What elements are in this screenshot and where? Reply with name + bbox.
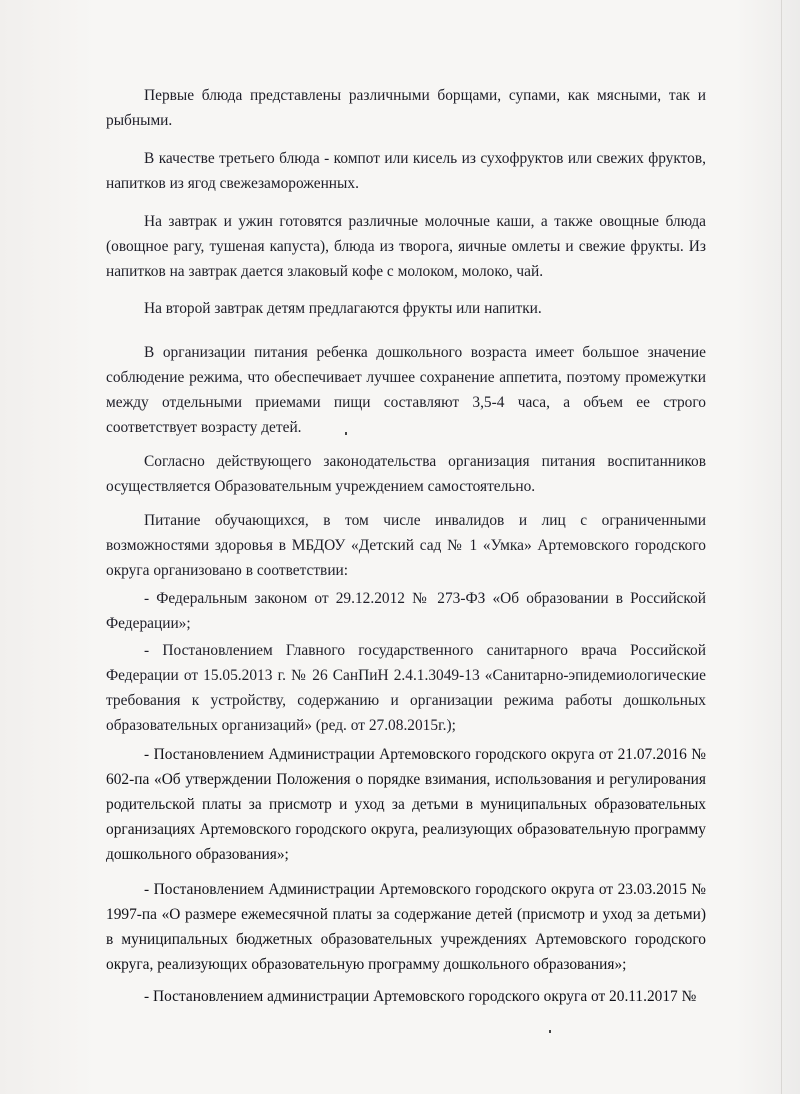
scan-speck [345, 432, 347, 435]
paragraph-first-courses: Первые блюда представлены различными борщами, супами, как мясными, так и рыбными. [106, 87, 706, 129]
list-item-resolution-1997: - Постановлением Администрации Артемовского городского округа от 23.03.2015 № 1997-па «О размере ежемесячной платы за содержание детей (присмотр и уход за детьми) в муниципальных бюджетных образовательных учреждениях Артемовского городского округа, реализующих образовательную программу дошкольного образования»; [106, 881, 706, 973]
paragraph-feeding-regime: В организации питания ребенка дошкольного возраста имеет большое значение соблюдение режима, что обеспечивает лучшее сохранение аппетита, поэтому промежутки между отдельными приемами пищи составляют 3,5-4 часа, а объем ее строго соответствует возрасту детей. [106, 344, 706, 436]
paragraph-second-breakfast: На второй завтрак детям предлагаются фрукты или напитки. [144, 300, 542, 317]
scan-speck [549, 1030, 551, 1033]
list-item-resolution-602: - Постановлением Администрации Артемовского городского округа от 21.07.2016 № 602-па «Об утверждении Положения о порядке взимания, использования и регулирования родительской платы за присмотр и уход за детьми в муниципальных образовательных организациях Артемовского городского округа, реализующих образовательную программу дошкольного образования»; [106, 746, 706, 863]
paragraph-breakfast-dinner: На завтрак и ужин готовятся различные молочные каши, а также овощные блюда (овощное рагу, тушеная капуста), блюда из творога, яичные омлеты и свежие фрукты. Из напитков на завтрак дается злаковый кофе с молоком, молоко, чай. [106, 213, 706, 280]
page-edge-line [781, 0, 782, 1094]
list-item-federal-law: - Федеральным законом от 29.12.2012 № 273-ФЗ «Об образовании в Российской Федерации»; [106, 590, 706, 632]
paragraph-nutrition-organization: Питание обучающихся, в том числе инвалидов и лиц с ограниченными возможностями здоровья в МБДОУ «Детский сад № 1 «Умка» Артемовского городского округа организовано в соответствии: [106, 512, 706, 579]
paragraph-legislation: Согласно действующего законодательства организация питания воспитанников осуществляется Образовательным учреждением самостоятельно. [106, 453, 706, 495]
list-item-resolution-2017: - Постановлением администрации Артемовского городского округа от 20.11.2017 № [144, 988, 697, 1005]
list-item-sanpin: - Постановлением Главного государственного санитарного врача Российской Федерации от 15.05.2013 г. № 26 СанПиН 2.4.1.3049-13 «Санитарно-эпидемиологические требования к устройству, содержанию и организации режима работы дошкольных образовательных организаций» (ред. от 27.08.2015г.); [106, 642, 706, 734]
paragraph-third-course: В качестве третьего блюда - компот или кисель из сухофруктов или свежих фруктов, напитков из ягод свежезамороженных. [106, 150, 706, 192]
